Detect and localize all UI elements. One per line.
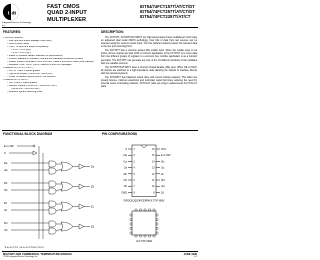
lcc-package-body (132, 211, 156, 235)
package-label: DIP/SOIC/QSOP/CERPACK TOP VIEW (123, 200, 165, 203)
header-rule (2, 27, 198, 28)
pin-number: 10 (151, 186, 155, 189)
lcc-pad (130, 219, 132, 221)
data-input-label: I1b (4, 189, 8, 192)
and-gate (49, 188, 56, 194)
lcc-label: LCC TOP VIEW (135, 241, 153, 243)
functional-block-diagram (3, 139, 99, 250)
lcc-pad (144, 209, 146, 211)
data-input-label: I0a (4, 162, 8, 165)
lcc-pad (135, 235, 137, 237)
or-gate (61, 222, 73, 231)
pin-label-left: I0b (123, 172, 127, 176)
feature-item: – True TTL input and output compatibility (7, 46, 49, 48)
pin-label-right: VCC (161, 148, 167, 151)
pin-number: 14 (151, 161, 155, 164)
and-gate (49, 181, 56, 187)
description-paragraph: The FCT2257T has balanced output drive with current limiting resistors. This offers low ground bounce, minimal undershoot and controlled output fall times reducing the need for external series terminating resistors. FCT2xxxT parts are plug-in replacements for FCTxxxT parts. (101, 77, 197, 89)
lcc-pad (153, 235, 155, 237)
description-body (101, 37, 197, 91)
footer-doc-number: 6.1 (194, 256, 197, 258)
pin-number: 12 (151, 173, 155, 176)
idt-logo-icon (2, 3, 20, 21)
or-gate (61, 162, 73, 171)
select-input-label: S (4, 152, 6, 155)
feature-item: – Military product compliant to MIL-STD-883, Class B and DESC listed (dual marked) (7, 61, 94, 63)
output-label: Za (91, 165, 95, 169)
title-line: FAST CMOS (47, 4, 80, 10)
footer-temperature-range: MILITARY AND COMMERCIAL TEMPERATURE RANGES (3, 252, 72, 256)
pin-number: 15 (151, 155, 155, 158)
feature-item: – Product available in Radiation Tolerant and Radiation Enhanced versions (7, 58, 84, 60)
footer-date: JUNE 1996 (183, 252, 197, 256)
and-gate (49, 168, 56, 174)
description-heading: DESCRIPTION: (101, 30, 124, 34)
feature-item: – Resistor outputs (-15mA IOH, 12mA IOL Com.) (7, 85, 57, 87)
pin-label-left: S (125, 148, 127, 151)
feature-item: • Common features: (3, 37, 24, 39)
feature-item: – Std., A and C speed grades (7, 82, 37, 84)
part-number-list (140, 4, 198, 19)
and-gate (49, 221, 56, 227)
part-number: IDT54/74FCT257T/AT/CT/DT (140, 9, 195, 14)
svg-text:dt: dt (11, 10, 17, 17)
description-paragraph: The FCT157T, FCT257T/FCT2257T are high-speed quad 2-input multiplexers built using an advanced dual metal CMOS technology. Four bits of data from two sources can be selected using the common select input. The four buffered outputs present the selected data in the true (non-inverting) form. (101, 37, 197, 49)
and-gate (49, 201, 56, 207)
pin-number: 1 (133, 149, 135, 151)
lcc-pad (130, 223, 132, 225)
feature-item: – High drive outputs (-15mA IOH, 64mA IOL) (7, 73, 53, 75)
lcc-pad (130, 214, 132, 216)
lcc-pad (149, 235, 151, 237)
feature-item: • Features for FCT157T/257T: (3, 67, 34, 69)
title-line: MULTIPLEXER (47, 16, 87, 23)
pin-number: 2 (133, 155, 135, 158)
feature-item: (-12mA IOH, 12mA IOL Mil.) (11, 88, 40, 90)
feature-item: – Low input and output leakage ≤1μA (max.) (7, 40, 52, 42)
pin-label-left: Zb (124, 185, 127, 189)
description-paragraph: The FCT257T/FCT2257T have a common Output Enable (OE) input. When OE is HIGH, all outputs are switched to a high-impedance state allowing the outputs to interface directly with bus-oriented systems. (101, 66, 197, 75)
pin-number: 4 (133, 167, 135, 170)
pin-number: 8 (133, 192, 135, 195)
lcc-pad (135, 209, 137, 211)
title-line: QUAD 2-INPUT (47, 10, 87, 17)
lcc-pad (156, 232, 158, 234)
lcc-pad (140, 235, 142, 237)
section-rule (2, 130, 198, 131)
lcc-pad (156, 223, 158, 225)
pin-label-left: I1a (123, 160, 127, 164)
and-gate (49, 208, 56, 214)
pin-label-right: Zd (161, 191, 164, 195)
lcc-pad (156, 219, 158, 221)
pin-number: 5 (133, 173, 135, 176)
pin-label-right: I0d (161, 179, 165, 182)
pin-label-left: I0a (123, 154, 127, 158)
pin-number: 9 (153, 192, 155, 195)
output-buffer (79, 184, 84, 189)
block-diagram-heading: FUNCTIONAL BLOCK DIAGRAM (3, 132, 52, 136)
feature-item: – VOL = 0.3V (typ.) (11, 52, 31, 54)
output-label: Zb (91, 185, 95, 189)
lcc-pad (153, 209, 155, 211)
feature-item: • Features for FCT2257T: (3, 79, 29, 81)
feature-item: – Std., A, C and D speed grades (7, 70, 40, 72)
and-gate (49, 161, 56, 167)
pin-label-left: I1b (123, 179, 127, 182)
output-label: Zc (91, 205, 94, 209)
data-input-label: I1a (4, 169, 8, 172)
pin-configuration-diagram (102, 139, 197, 250)
data-input-label: I0c (4, 202, 8, 205)
page-title (47, 4, 117, 23)
pin-config-heading: PIN CONFIGURATIONS (102, 132, 138, 136)
buffer-gate (33, 151, 37, 155)
lcc-pad (156, 214, 158, 216)
control-input-label: E or OE* (4, 145, 15, 148)
pin-label-left: Za (124, 166, 127, 170)
pin-number: 13 (151, 167, 155, 170)
data-input-label: I0d (4, 222, 8, 225)
pin-label-right: I1d (161, 185, 165, 189)
lcc-pad (140, 209, 142, 211)
part-number: IDT54/74FCT2257T/AT/CT (140, 14, 191, 19)
pin-number: 3 (133, 161, 135, 164)
feature-item: – Power off disable outputs permit 'live insertion' (7, 76, 56, 78)
pin-number: 7 (133, 186, 135, 189)
lcc-pad (130, 232, 132, 234)
output-label: Zd (91, 225, 95, 229)
pin-label-right: I1c (161, 166, 165, 170)
data-input-label: I1d (4, 229, 8, 232)
footer-copyright: ©1996 Integrated Device Technology, Inc. (3, 256, 38, 258)
data-input-label: I1c (4, 209, 8, 212)
feature-item: – CMOS power levels (7, 43, 30, 45)
pin-label-right: I0c (161, 160, 165, 164)
company-name: Integrated Device Technology, Inc. (2, 22, 32, 27)
output-buffer (79, 164, 84, 169)
lcc-pad (149, 209, 151, 211)
data-input-label: I0b (4, 182, 8, 185)
or-gate (61, 182, 73, 191)
features-heading: FEATURES: (3, 30, 22, 34)
lcc-pad (144, 235, 146, 237)
dip-package-body (132, 145, 156, 197)
and-gate (49, 228, 56, 234)
feature-item: – Reduced system switching noise (7, 91, 43, 93)
svg-text:i: i (7, 10, 10, 17)
lcc-pad (156, 228, 158, 230)
pin-number: 11 (152, 180, 155, 182)
or-gate (61, 202, 73, 211)
feature-item: – Available in DIP, SOIC, QSOP, CERPACK and LCC packages (7, 64, 72, 66)
inverter-bubble (33, 145, 35, 147)
description-paragraph: The FCT157T has a common active-LOW enable input. When the enable input is not active, all four outputs are held LOW. A common application of the FCT157T is to move data from two different groups of registers to a common bus. Another application is as a function generator. The FCT157T can generate any four of the 16 different functions of two variables with one variable common. (101, 50, 197, 65)
features-list (3, 37, 97, 94)
feature-item: – VOH = 3.3V (typ.) (11, 49, 32, 51)
pin-number: 6 (133, 180, 135, 182)
diagram-note: *E for FCT157, OE for FCT257/FCT2257. (4, 247, 45, 249)
pin-number: 16 (151, 149, 155, 151)
pin-label-left: GND (121, 191, 127, 195)
feature-item: – Meets or exceeds JEDEC standard 18 specifications (7, 55, 63, 57)
output-buffer (79, 224, 84, 229)
output-buffer (79, 204, 84, 209)
pin-label-right: E or OE* (161, 154, 171, 158)
lcc-pad (130, 228, 132, 230)
pin-label-right: Zc (161, 172, 164, 176)
part-number: IDT54/74FCT157T/AT/CT/DT (140, 4, 195, 9)
